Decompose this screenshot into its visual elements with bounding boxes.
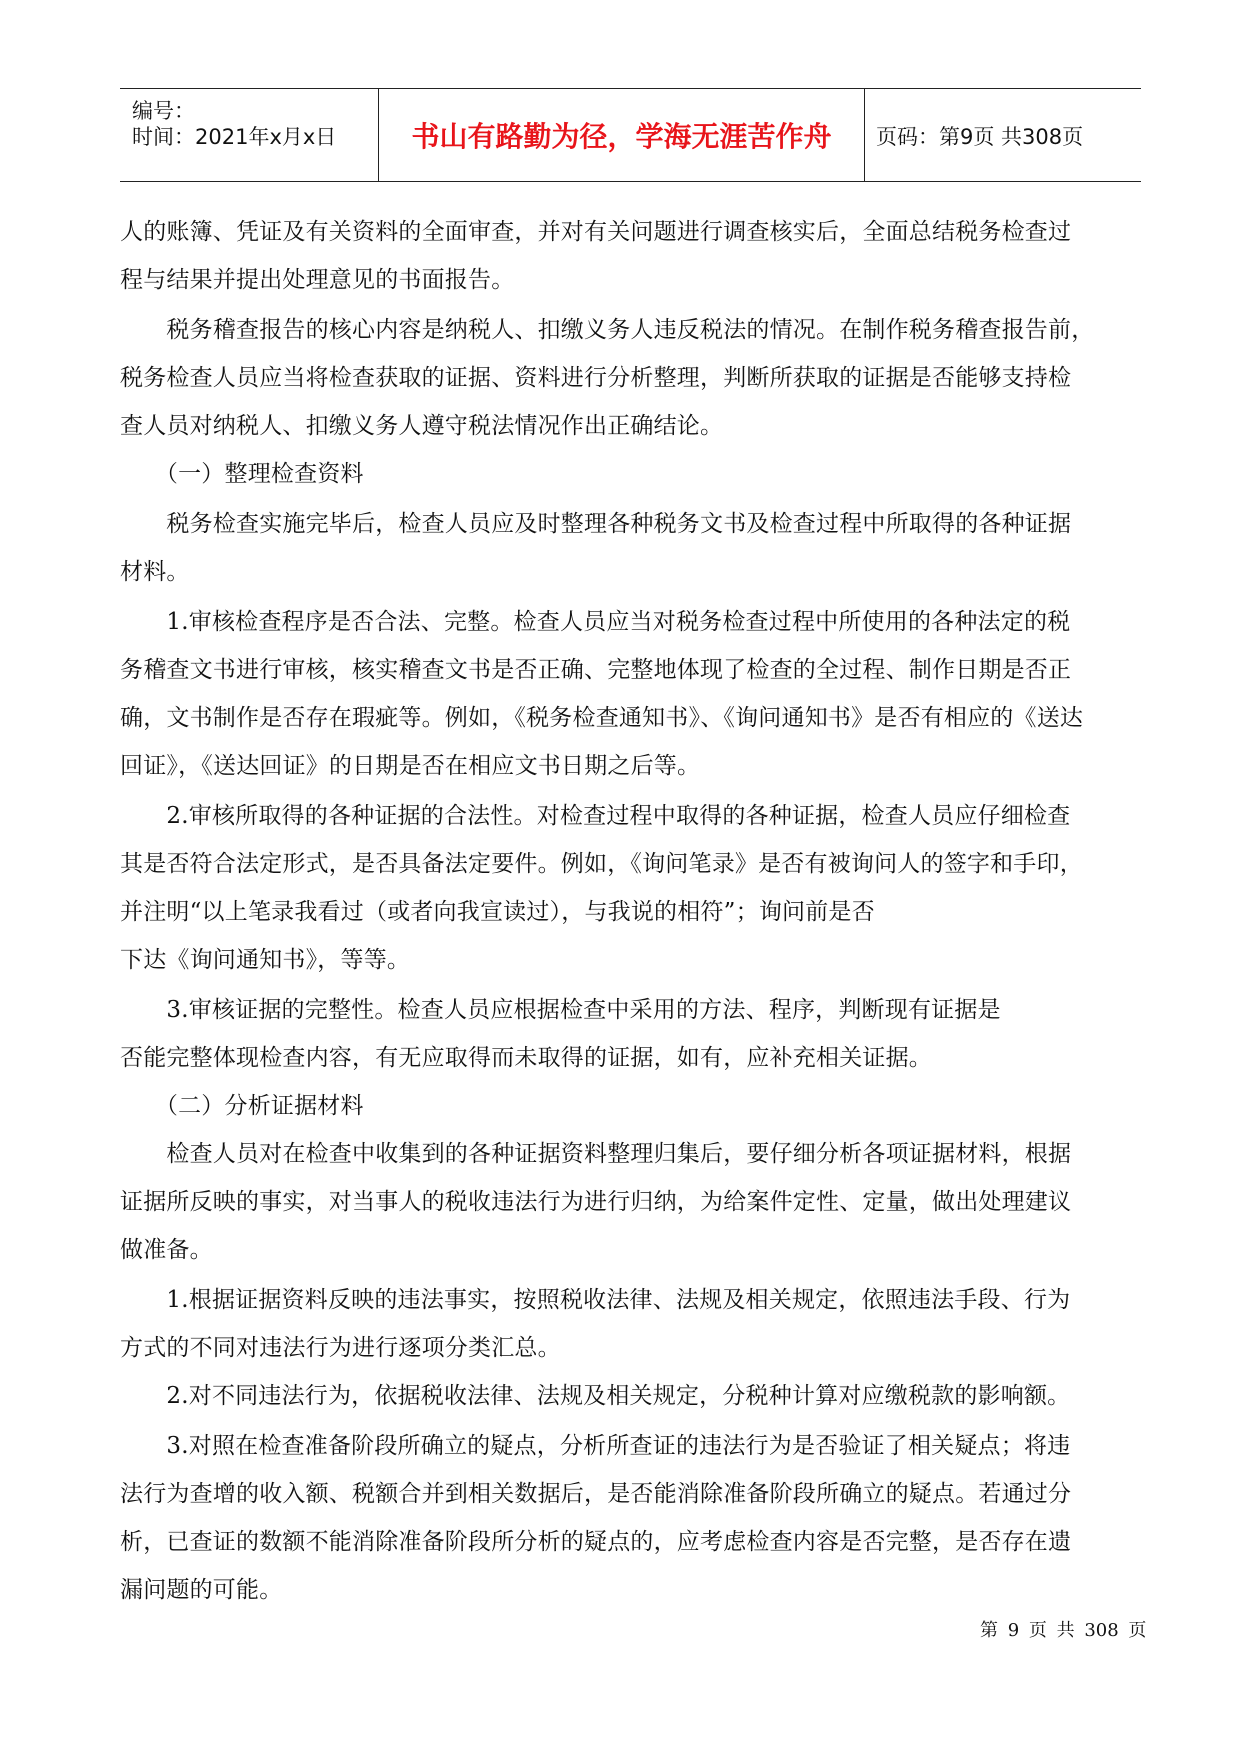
section-heading: （二）分析证据材料 — [120, 1093, 364, 1119]
text-line: 3.对照在检查准备阶段所确立的疑点，分析所查证的违法行为是否验证了相关疑点；将违 — [120, 1433, 1071, 1459]
document-number: 编号： — [132, 99, 195, 123]
text-line: 程与结果并提出处理意见的书面报告。 — [120, 267, 515, 293]
header-left-cell — [120, 89, 378, 181]
text-line: 税务检查人员应当将检查获取的证据、资料进行分析整理，判断所获取的证据是否能够支持检 — [120, 365, 1072, 391]
section-heading: （一）整理检查资料 — [120, 461, 364, 487]
text-line: 否能完整体现检查内容，有无应取得而未取得的证据，如有，应补充相关证据。 — [120, 1045, 932, 1071]
text-line: 确，文书制作是否存在瑕疵等。例如，《税务检查通知书》、《询问通知书》是否有相应的《送达 — [120, 705, 1084, 731]
document-date: 时间：2021年x月x日 — [132, 125, 337, 149]
text-line: 税务检查实施完毕后，检查人员应及时整理各种税务文书及检查过程中所取得的各种证据 — [120, 511, 1072, 537]
text-line: 检查人员对在检查中收集到的各种证据资料整理归集后，要仔细分析各项证据材料，根据 — [120, 1141, 1072, 1167]
text-line: 方式的不同对违法行为进行逐项分类汇总。 — [120, 1335, 561, 1361]
page-footer: 第 9 页 共 308 页 — [980, 1620, 1147, 1641]
text-line: 2.对不同违法行为，依据税收法律、法规及相关规定，分税种计算对应缴税款的影响额。 — [120, 1383, 1071, 1409]
text-line: 3.审核证据的完整性。检查人员应根据检查中采用的方法、程序，判断现有证据是 — [120, 997, 1001, 1023]
text-line: 析，已查证的数额不能消除准备阶段所分析的疑点的，应考虑检查内容是否完整，是否存在遗 — [120, 1529, 1072, 1555]
text-line: 证据所反映的事实，对当事人的税收违法行为进行归纳，为给案件定性、定量，做出处理建议 — [120, 1189, 1072, 1215]
text-line: 务稽查文书进行审核，核实稽查文书是否正确、完整地体现了检查的全过程、制作日期是否正 — [120, 657, 1072, 683]
text-line: 漏问题的可能。 — [120, 1577, 283, 1603]
text-line: 并注明“以上笔录我看过（或者向我宣读过），与我说的相符”；询问前是否 — [120, 899, 875, 925]
text-line: 税务稽查报告的核心内容是纳税人、扣缴义务人违反税法的情况。在制作税务稽查报告前， — [120, 317, 1095, 343]
text-line: 其是否符合法定形式，是否具备法定要件。例如，《询问笔录》是否有被询问人的签字和手印， — [120, 851, 1083, 877]
text-line: 1.根据证据资料反映的违法事实，按照税收法律、法规及相关规定，依照违法手段、行为 — [120, 1287, 1071, 1313]
text-line: 做准备。 — [120, 1237, 213, 1263]
header-motto: 书山有路勤为径，学海无涯苦作舟 — [411, 120, 832, 153]
text-line: 材料。 — [120, 559, 190, 585]
text-line: 人的账簿、凭证及有关资料的全面审查，并对有关问题进行调查核实后，全面总结税务检查过 — [120, 219, 1072, 245]
text-line: 法行为查增的收入额、税额合并到相关数据后，是否能消除准备阶段所确立的疑点。若通过分 — [120, 1481, 1072, 1507]
text-line: 2.审核所取得的各种证据的合法性。对检查过程中取得的各种证据，检查人员应仔细检查 — [120, 803, 1071, 829]
header-page-cell — [864, 89, 1141, 181]
text-line: 1.审核检查程序是否合法、完整。检查人员应当对税务检查过程中所使用的各种法定的税 — [120, 609, 1071, 635]
header-motto-cell — [378, 89, 865, 181]
text-line: 回证》，《送达回证》的日期是否在相应文书日期之后等。 — [120, 753, 701, 779]
page-header — [120, 88, 1141, 182]
text-line: 查人员对纳税人、扣缴义务人遵守税法情况作出正确结论。 — [120, 413, 724, 439]
text-line: 下达《询问通知书》，等等。 — [120, 947, 411, 973]
header-page-info: 页码：第9页 共308页 — [876, 125, 1084, 149]
